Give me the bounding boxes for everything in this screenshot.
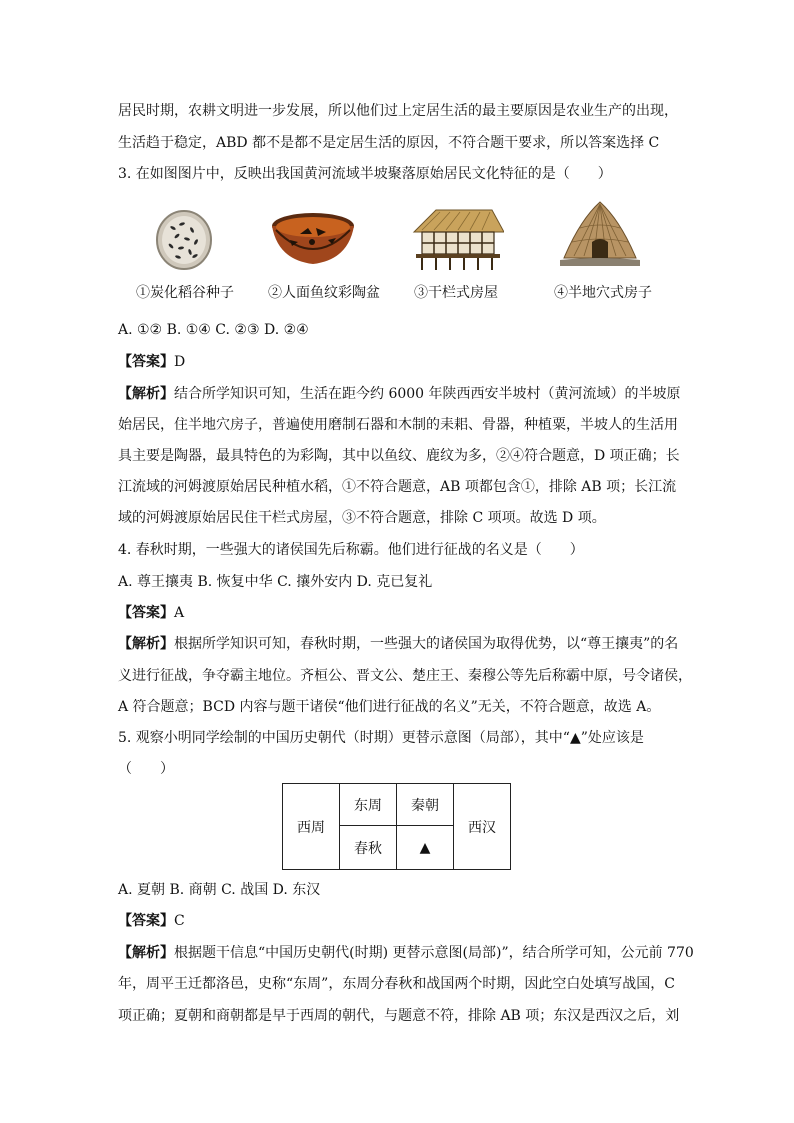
analysis-label: 【解析】 [118,636,174,652]
question-3-analysis-line-5: 域的河姆渡原始居民住干栏式房屋，③不符合题意，排除 C 项项。故选 D 项。 [118,510,606,526]
answer-value: D [174,354,186,370]
analysis-text: 根据所学知识可知，春秋时期，一些强大的诸侯国为取得优势，以“尊王攘夷”的名 [174,636,679,652]
question-4-analysis-line-1 [118,634,678,654]
answer-label: 【答案】 [118,913,174,929]
dynasty-table [282,783,511,870]
analysis-label: 【解析】 [118,945,174,961]
question-5-analysis-line-2: 年，周平王迁都洛邑，史称“东周”，东周分春秋和战国两个时期，因此空白处填写战国，C [118,976,676,992]
prev-explanation-line-2: 生活趋于稳定，ABD 都不是都不是定居生活的原因，不符合题干要求，所以答案选择 C [118,135,660,151]
painted-pottery-basin-icon [270,210,356,266]
question-5-options: A. 夏朝 B. 商朝 C. 战国 D. 东汉 [118,882,321,898]
question-4-answer [118,603,184,623]
question-5-analysis-line-3: 项正确；夏朝和商朝都是早于西周的朝代，与题意不符，排除 AB 项；东汉是西汉之后，刘 [118,1008,680,1024]
answer-label: 【答案】 [118,354,174,370]
cell-western-zhou: 西周 [283,784,340,870]
question-4-options: A. 尊王攘夷 B. 恢复中华 C. 攘外安内 D. 克已复礼 [118,574,433,590]
cell-blank-triangle: ▲ [397,826,454,870]
question-3-analysis-line-3: 具主要是陶器，最具特色的为彩陶，其中以鱼纹、鹿纹为多，②④符合题意，D 项正确；长 [118,448,680,464]
prev-explanation-line-1: 居民时期，农耕文明进一步发展，所以他们过上定居生活的最主要原因是农业生产的出现， [118,103,678,119]
carbonized-rice-icon [155,206,213,270]
cell-eastern-zhou: 东周 [340,784,397,826]
stilt-house-icon [412,206,504,272]
analysis-label: 【解析】 [118,386,174,402]
question-5-stem: 5. 观察小明同学绘制的中国历史朝代（时期）更替示意图（局部），其中“▲”处应该是 [118,730,644,746]
question-3-analysis-line-2: 始居民，住半地穴房子，普遍使用磨制石器和木制的耒耜、骨器，种植粟，半坡人的生活用 [118,417,678,433]
analysis-text: 根据题干信息“中国历史朝代(时期) 更替示意图(局部)”，结合所学可知，公元前 770 [174,945,694,961]
question-5-answer [118,911,185,931]
question-3-analysis-line-1 [118,384,681,404]
semi-pit-house-icon [560,200,640,272]
caption-stilt-house: ③干栏式房屋 [414,285,498,301]
question-5-analysis-line-1 [118,943,694,963]
question-4-stem: 4. 春秋时期，一些强大的诸侯国先后称霸。他们进行征战的名义是（ ） [118,542,584,558]
answer-value: C [174,913,185,929]
answer-value: A [174,605,185,621]
question-4-analysis-line-2: 义进行征战，争夺霸主地位。齐桓公、晋文公、楚庄王、秦穆公等先后称霸中原，号令诸侯， [118,668,692,684]
caption-semi-pit-house: ④半地穴式房子 [554,285,652,301]
analysis-text: 结合所学知识可知，生活在距今约 6000 年陕西西安半坡村（黄河流域）的半坡原 [174,386,681,402]
cell-western-han: 西汉 [454,784,511,870]
question-4-analysis-line-3: A 符合题意；BCD 内容与题干诸侯“他们进行征战的名义”无关，不符合题意，故选 A。 [118,699,661,715]
cell-qin-dynasty: 秦朝 [397,784,454,826]
question-3-stem: 3. 在如图图片中，反映出我国黄河流域半坡聚落原始居民文化特征的是（ ） [118,166,612,182]
question-3-answer [118,352,185,372]
question-5-stem-bracket: （ ） [118,761,174,777]
question-3-analysis-line-4: 江流域的河姆渡原始居民种植水稻，①不符合题意，AB 项都包含①，排除 AB 项；长江流 [118,479,677,495]
cell-spring-autumn: 春秋 [340,826,397,870]
caption-carbonized-rice: ①炭化稻谷种子 [136,285,234,301]
question-3-options: A. ①② B. ①④ C. ②③ D. ②④ [118,322,309,338]
answer-label: 【答案】 [118,605,174,621]
caption-painted-pottery-basin: ②人面鱼纹彩陶盆 [268,285,380,301]
